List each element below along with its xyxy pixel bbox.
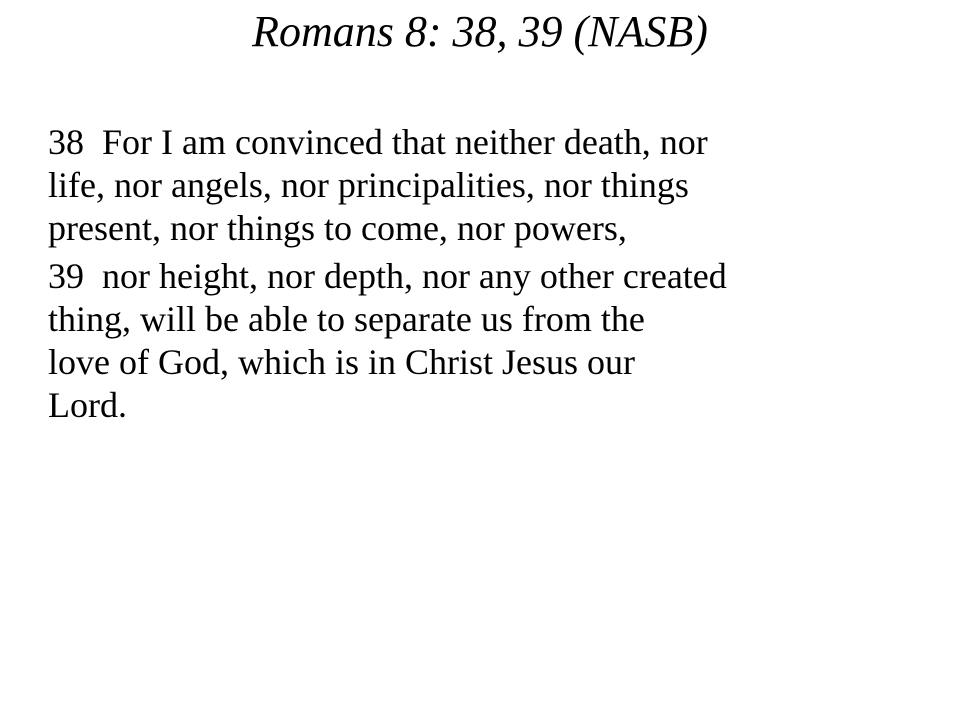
verse-number: 38 [48,122,84,162]
verse-line: life, nor angels, nor principalities, nor things [48,165,689,205]
slide-title: Romans 8: 38, 39 (NASB) [252,7,708,56]
verse-38 [48,121,888,250]
verse-line: love of God, which is in Christ Jesus our [48,342,635,382]
verse-line: nor height, nor depth, nor any other created [102,256,727,296]
verse-line: For I am convinced that neither death, nor [102,122,708,162]
verse-line: thing, will be able to separate us from the [48,299,645,339]
verse-list [48,121,888,432]
verse-39 [48,255,888,427]
verse-line: present, nor things to come, nor powers, [48,208,627,248]
verse-number: 39 [48,256,84,296]
verse-line: Lord. [48,385,127,425]
